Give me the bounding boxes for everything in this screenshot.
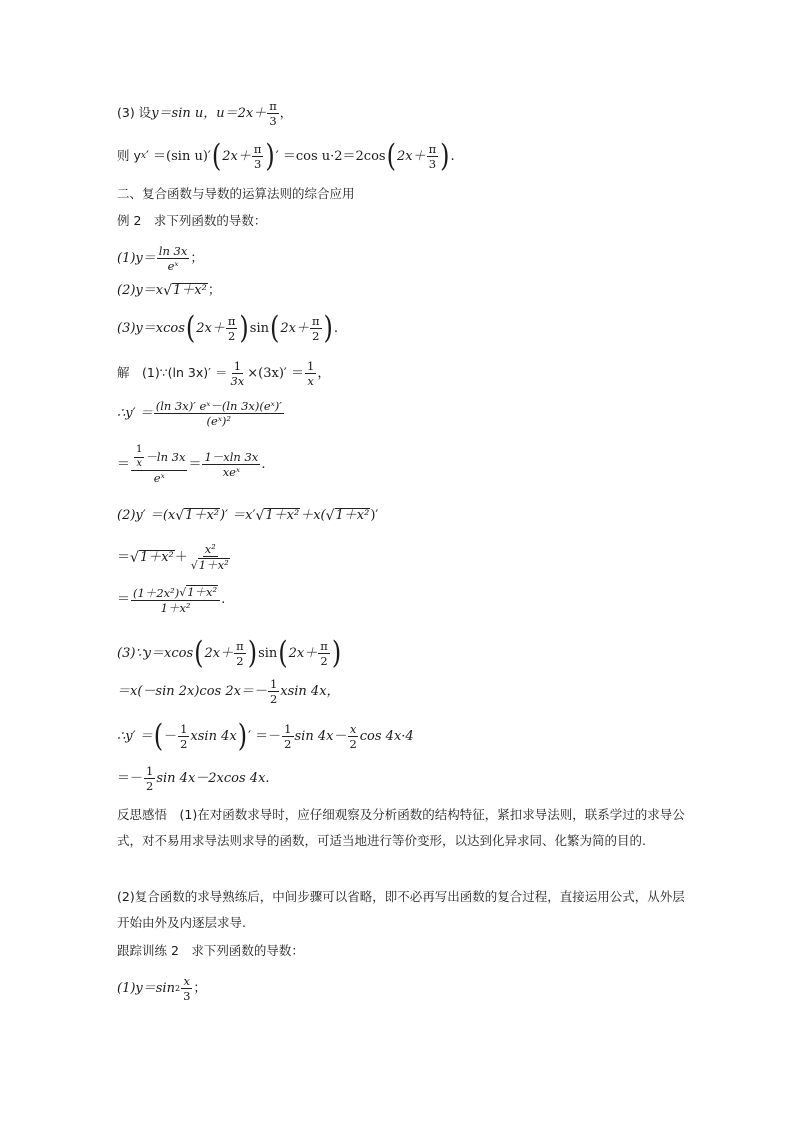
problem-3: (3)y＝xcos ( 2x＋ $\frac{\pi}{2}$ ) sin ( 2x＋ $\frac{\pi}{2}$ ) . bbox=[117, 309, 339, 346]
problem-2: (2)y＝x √ 1＋x² ； bbox=[117, 283, 221, 300]
math: y＝sin u，u＝2x＋ bbox=[151, 106, 267, 122]
solution-3-step-4: ＝－ $\frac{1}{2}$ sin 4x－2xcos 4x. bbox=[117, 764, 270, 794]
line-substitution bbox=[117, 100, 292, 127]
text: ， bbox=[279, 105, 293, 121]
text: (3) 设 bbox=[117, 105, 152, 121]
reflection-paragraph-2: (2)复合函数的求导熟练后，中间步骤可以省略，即不必再写出函数的复合过程，直接运用公式，从外层开始由外及内逐层求导. bbox=[117, 889, 685, 930]
solution-2-step-2: ＝ √ 1＋x² ＋ x² √ 1＋x² bbox=[117, 542, 229, 573]
solution-1-step-1: 解 (1)∵(ln 3x)′ ＝ $\frac{1}{3x}$ ×(3x)′ ＝ $\frac{1}{x}$ ， bbox=[117, 359, 331, 389]
solution-3-step-3: ∴y′ ＝ ( － $\frac{1}{2}$ xsin 4x ) ′ ＝－ $\frac{1}{2}$ sin 4x－ $\frac{x}{2}$ cos 4x·4 bbox=[117, 717, 414, 754]
solution-2-step-1: (2)y′ ＝(x √ 1＋x² )′ ＝x′ √ 1＋x² ＋x( √ 1＋x² )′ bbox=[117, 508, 379, 525]
solution-1-step-3: ＝ $\frac{1}{x}$ －ln 3x eˣ ＝ $\frac{1-xln 3x}{\text{xeˣ}}$ . bbox=[117, 444, 266, 485]
example-heading: 例 2 求下列函数的导数： bbox=[117, 213, 267, 228]
problem-1: (1)y＝ $\frac{\ln 3x}{\text{eˣ}}$ ； bbox=[117, 244, 204, 274]
reflection-paragraph-1: 反思感悟 (1)在对函数求导时，应仔细观察及分析函数的结构特征，紧扣求导法则，联系学过的求导公式，对不易用求导法则求导的函数，可适当地进行等价变形，以达到化异求同、化繁为简的目的. bbox=[117, 807, 685, 848]
solution-2-step-3: ＝ (1＋2x²) √ 1＋x² 1＋x² . bbox=[117, 585, 226, 615]
solution-3-step-1: (3)∵y＝xcos ( 2x＋ $\frac{\pi}{2}$ ) sin ( 2x＋ $\frac{\pi}{2}$ ) bbox=[117, 634, 342, 671]
fraction-pi-over-3: $\frac{\pi}{3}$ bbox=[269, 99, 277, 129]
training-heading: 跟踪训练 2 求下列函数的导数： bbox=[117, 943, 304, 958]
solution-3-step-2: ＝x(－sin 2x)cos 2x＝－ $\frac{1}{2}$ xsin 4x， bbox=[117, 677, 340, 707]
line-derivative-3: 则 y x ′ ＝(sin u)′ ( 2x＋ $\frac{\pi}{3}$ ) ′ ＝cos u·2＝2cos ( 2x＋ $\frac{\pi}{3}$ ) . bbox=[117, 137, 455, 174]
text: 则 y bbox=[117, 148, 141, 164]
math: ′ ＝(sin u)′ bbox=[145, 149, 211, 165]
training-problem-1: (1)y＝sin 2 $\frac{x}{3}$ ； bbox=[117, 974, 207, 1004]
section-heading: 二、复合函数与导数的运算法则的综合应用 bbox=[117, 186, 355, 201]
subscript: x bbox=[140, 151, 146, 162]
math: ′ ＝cos u·2＝2cos bbox=[275, 149, 386, 165]
solution-1-step-2: ∴y′ ＝ $\frac{\text{(ln 3x)′ eˣ－(ln 3x)(eˣ)′}}{\text{(eˣ)²}}$ bbox=[117, 399, 282, 429]
